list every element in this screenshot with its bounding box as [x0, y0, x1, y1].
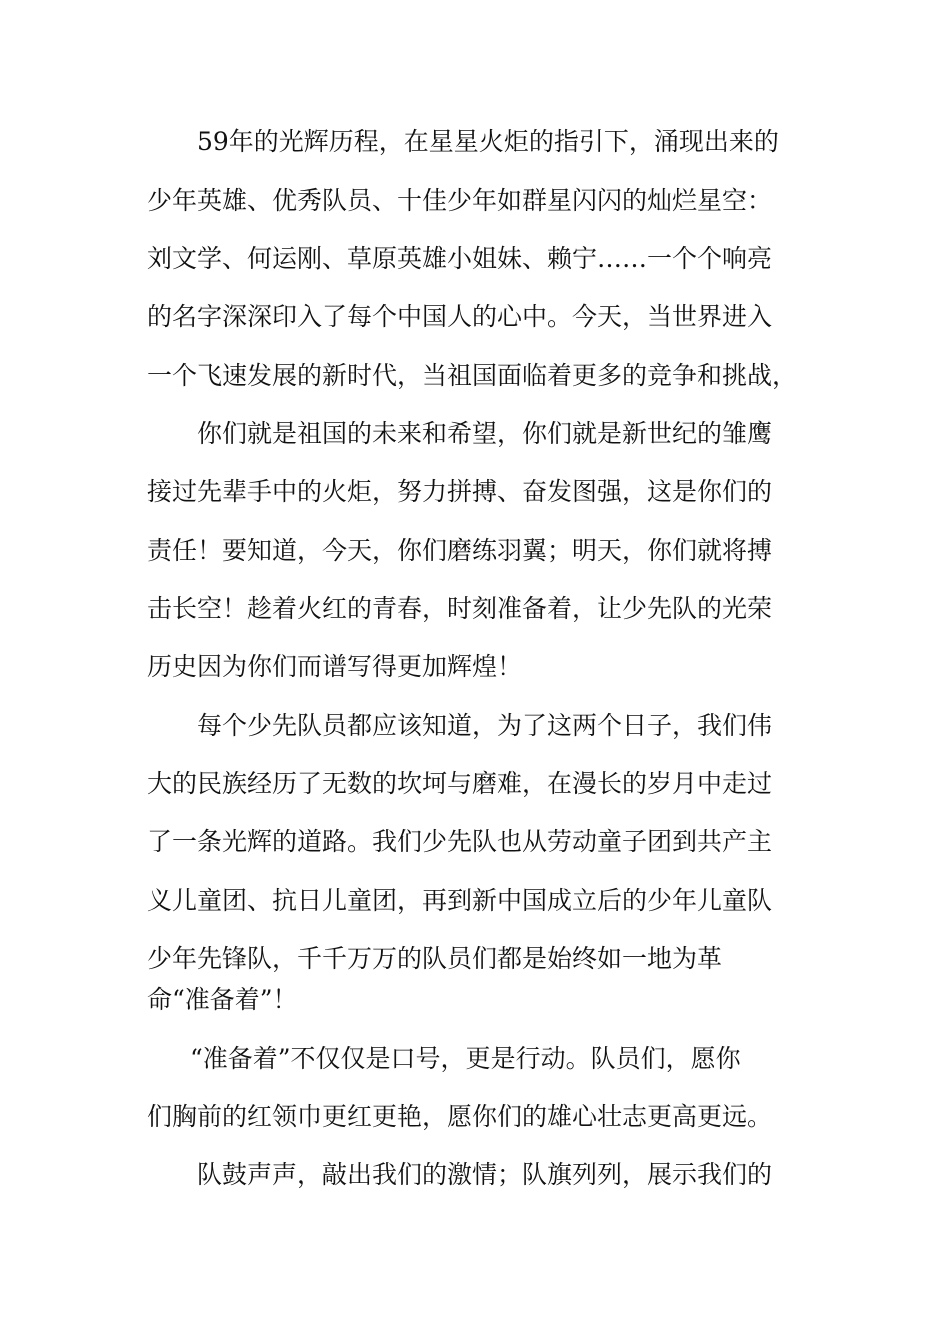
text-line-10: 历史因为你们而谱写得更加辉煌！ [147, 652, 523, 681]
text-line-7: 接过先辈手中的火炬，努力拼搏、奋发图强，这是你们的 [147, 477, 773, 506]
text-line-5: 一个飞速发展的新时代，当祖国面临着更多的竞争和挑战， [147, 361, 798, 390]
text-line-3: 刘文学、何运刚、草原英雄小姐妹、赖宁……一个个响亮 [147, 244, 773, 273]
text-line-11: 每个少先队员都应该知道，为了这两个日子，我们伟 [197, 711, 773, 740]
text-line-18: 们胸前的红领巾更红更艳，愿你们的雄心壮志更高更远。 [147, 1102, 773, 1131]
text-line-4: 的名字深深印入了每个中国人的心中。今天，当世界进入 [147, 302, 773, 331]
text-line-17: “准备着”不仅仅是口号，更是行动。队员们，愿你 [190, 1044, 741, 1073]
text-line-12: 大的民族经历了无数的坎坷与磨难，在漫长的岁月中走过 [147, 769, 773, 798]
text-line-14: 义儿童团、抗日儿童团，再到新中国成立后的少年儿童队 [147, 886, 773, 915]
text-line-19: 队鼓声声，敲出我们的激情；队旗列列，展示我们的 [197, 1160, 773, 1189]
text-line-15: 少年先锋队，千千万万的队员们都是始终如一地为革 [147, 944, 723, 973]
text-line-16: 命“准备着”！ [147, 985, 298, 1014]
text-line-1: 59年的光辉历程，在星星火炬的指引下，涌现出来的 [197, 127, 779, 156]
text-line-9: 击长空！趁着火红的青春，时刻准备着，让少先队的光荣 [147, 594, 773, 623]
text-line-13: 了一条光辉的道路。我们少先队也从劳动童子团到共产主 [147, 827, 773, 856]
text-line-2: 少年英雄、优秀队员、十佳少年如群星闪闪的灿烂星空： [147, 186, 773, 215]
text-line-6: 你们就是祖国的未来和希望，你们就是新世纪的雏鹰 [197, 419, 773, 448]
text-line-8: 责任！要知道，今天，你们磨练羽翼；明天，你们就将搏 [147, 536, 773, 565]
